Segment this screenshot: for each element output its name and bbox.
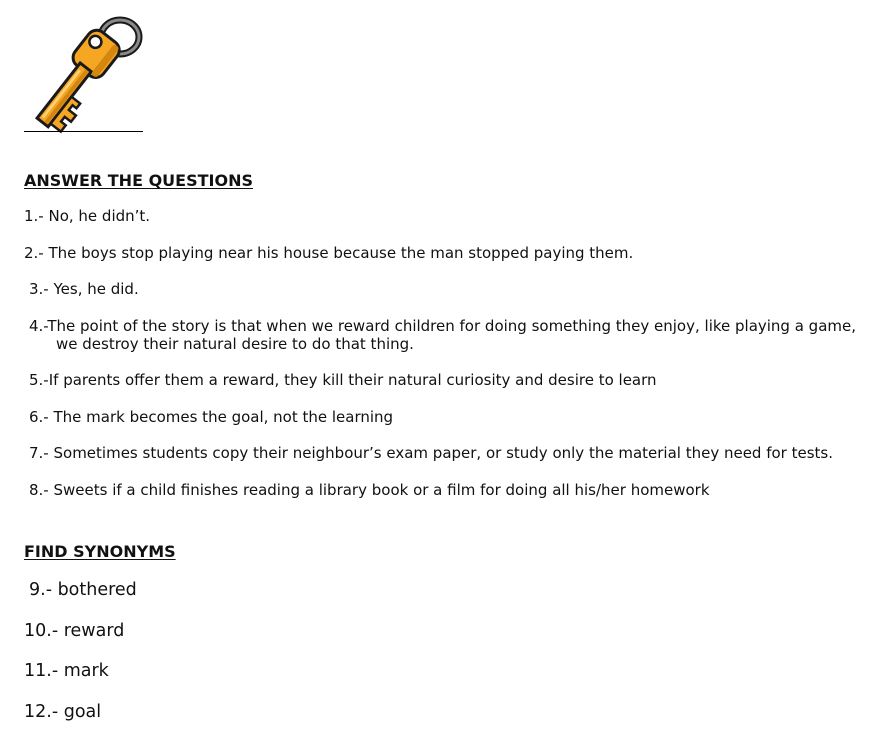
answer-4-line-2: we destroy their natural desire to do that thing. bbox=[56, 335, 414, 353]
find-synonyms-heading: FIND SYNONYMS bbox=[24, 542, 176, 561]
key-underline-divider bbox=[24, 131, 143, 132]
answer-questions-heading: ANSWER THE QUESTIONS bbox=[24, 171, 253, 190]
answer-6: 6.- The mark becomes the goal, not the learning bbox=[29, 408, 394, 426]
synonym-12: 12.- goal bbox=[24, 702, 102, 722]
answer-1: 1.- No, he didn’t. bbox=[24, 207, 151, 225]
answer-3: 3.- Yes, he did. bbox=[29, 280, 139, 298]
answer-2: 2.- The boys stop playing near his house because the man stopped paying them. bbox=[24, 244, 634, 262]
synonym-9: 9.- bothered bbox=[29, 580, 137, 600]
answer-7: 7.- Sometimes students copy their neighbour’s exam paper, or study only the material they need for tests. bbox=[29, 444, 834, 462]
key-illustration bbox=[22, 12, 146, 134]
answer-8: 8.- Sweets if a child finishes reading a library book or a film for doing all his/her homework bbox=[29, 481, 710, 499]
key-icon bbox=[22, 12, 146, 134]
synonym-10: 10.- reward bbox=[24, 621, 125, 641]
answer-4-line-1: 4.-The point of the story is that when we reward children for doing something they enjoy, like playing a game, bbox=[29, 317, 857, 335]
answer-4 bbox=[29, 317, 856, 353]
answer-5: 5.-If parents offer them a reward, they kill their natural curiosity and desire to learn bbox=[29, 371, 657, 389]
synonym-11: 11.- mark bbox=[24, 661, 109, 681]
